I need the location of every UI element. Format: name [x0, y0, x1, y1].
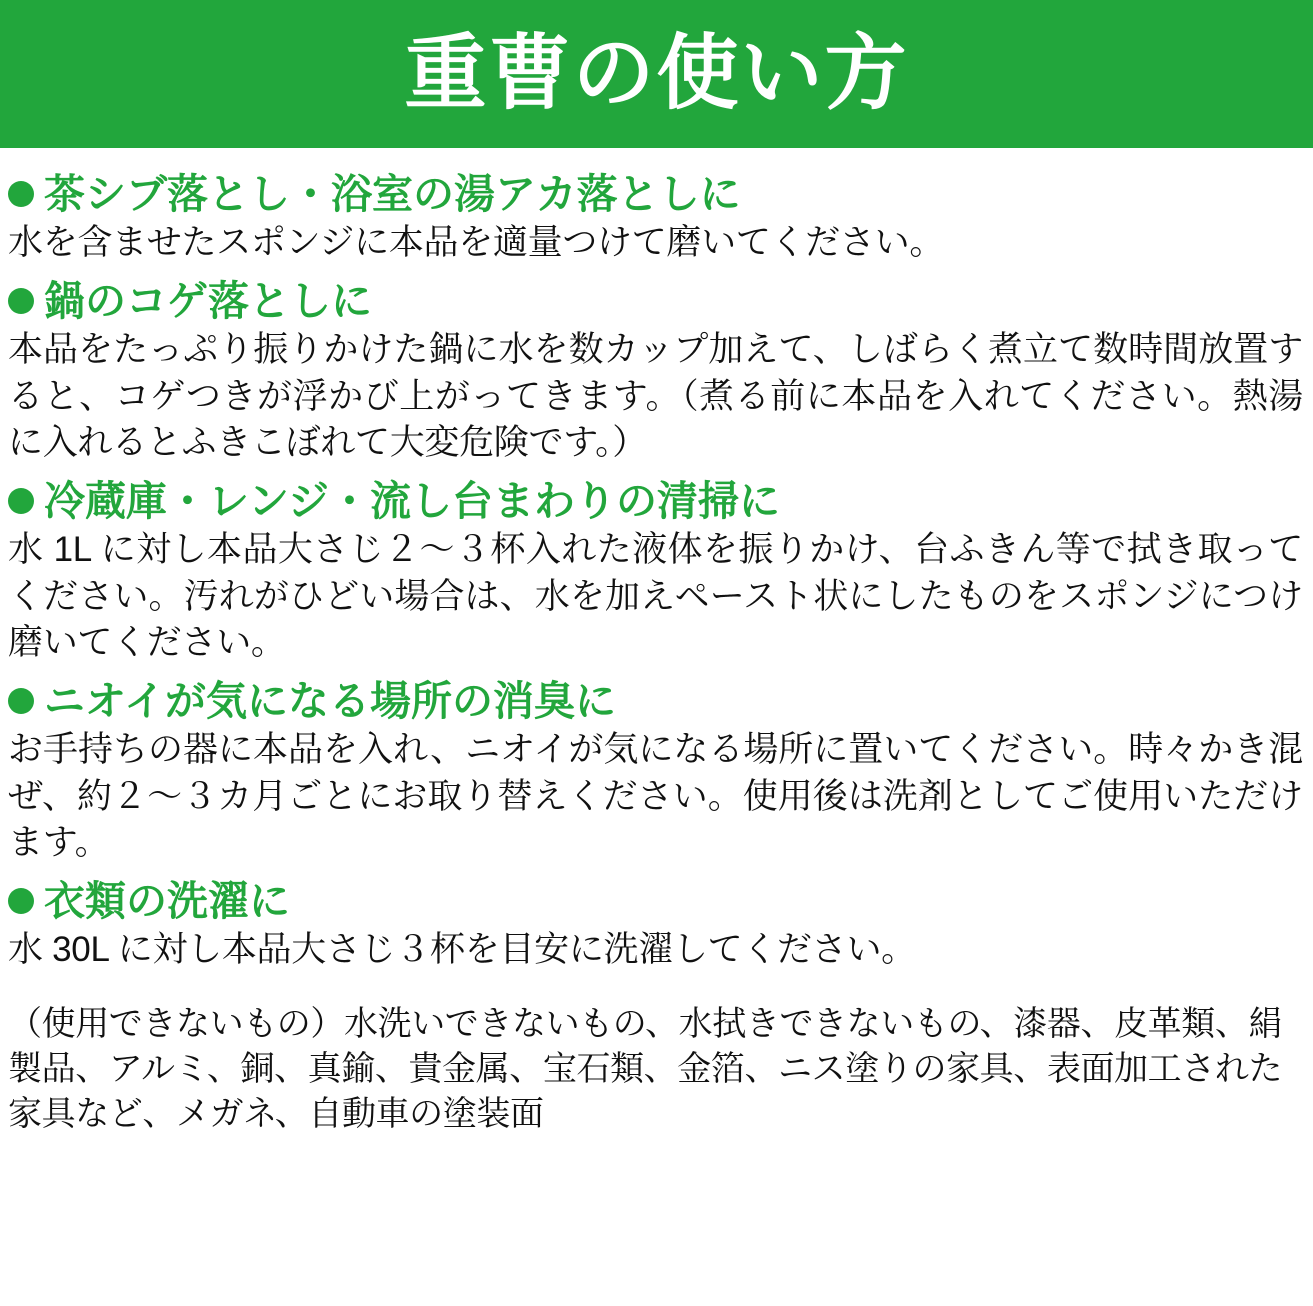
page-title-banner: [0, 0, 1313, 148]
section-heading-label: 衣類の洗濯に: [44, 877, 290, 924]
usage-section: [8, 677, 1303, 867]
cannot-use-note: （使用できないもの）水洗いできないもの、水拭きできないもの、漆器、皮革類、絹製品、アルミ、銅、真鍮、貴金属、宝石類、金箔、ニス塗りの家具、表面加工された家具など、メガネ、自動車の塗装面: [8, 1004, 1283, 1134]
section-heading: [8, 677, 1303, 725]
bullet-dot-icon: [8, 488, 34, 514]
usage-section: [8, 477, 1303, 667]
usage-section: [8, 277, 1303, 467]
bullet-dot-icon: [8, 288, 34, 314]
section-body: 水を含ませたスポンジに本品を適量つけて磨いてください。: [8, 223, 945, 263]
section-heading: [8, 877, 1303, 925]
page-title: 重曹の使い方: [404, 28, 909, 119]
section-body: 水 30L に対し本品大さじ３杯を目安に洗濯してください。: [8, 930, 916, 970]
section-heading: [8, 170, 1303, 218]
section-heading: [8, 277, 1303, 325]
section-body: お手持ちの器に本品を入れ、ニオイが気になる場所に置いてください。時々かき混ぜ、約２〜３カ月ごとにお取り替えください。使用後は洗剤としてご使用いただけます。: [8, 730, 1303, 863]
bullet-dot-icon: [8, 181, 34, 207]
usage-section: [8, 877, 1303, 974]
bullet-dot-icon: [8, 888, 34, 914]
section-heading-label: 冷蔵庫・レンジ・流し台まわりの清掃に: [44, 477, 780, 524]
instructions-content: [0, 148, 1313, 1138]
section-body: 水 1L に対し本品大さじ２〜３杯入れた液体を振りかけ、台ふきん等で拭き取ってください。汚れがひどい場合は、水を加えペースト状にしたものをスポンジにつけ磨いてください。: [8, 530, 1303, 663]
section-body: 本品をたっぷり振りかけた鍋に水を数カップ加えて、しばらく煮立て数時間放置すると、コゲつきが浮かび上がってきます。（煮る前に本品を入れてください。熱湯に入れるとふきこぼれて大変危険です。）: [8, 330, 1303, 463]
section-heading: [8, 477, 1303, 525]
bullet-dot-icon: [8, 688, 34, 714]
section-heading-label: 茶シブ落とし・浴室の湯アカ落としに: [44, 171, 741, 217]
section-heading-label: 鍋のコゲ落としに: [44, 277, 372, 324]
usage-section: [8, 170, 1303, 267]
section-heading-label: ニオイが気になる場所の消臭に: [44, 677, 616, 724]
